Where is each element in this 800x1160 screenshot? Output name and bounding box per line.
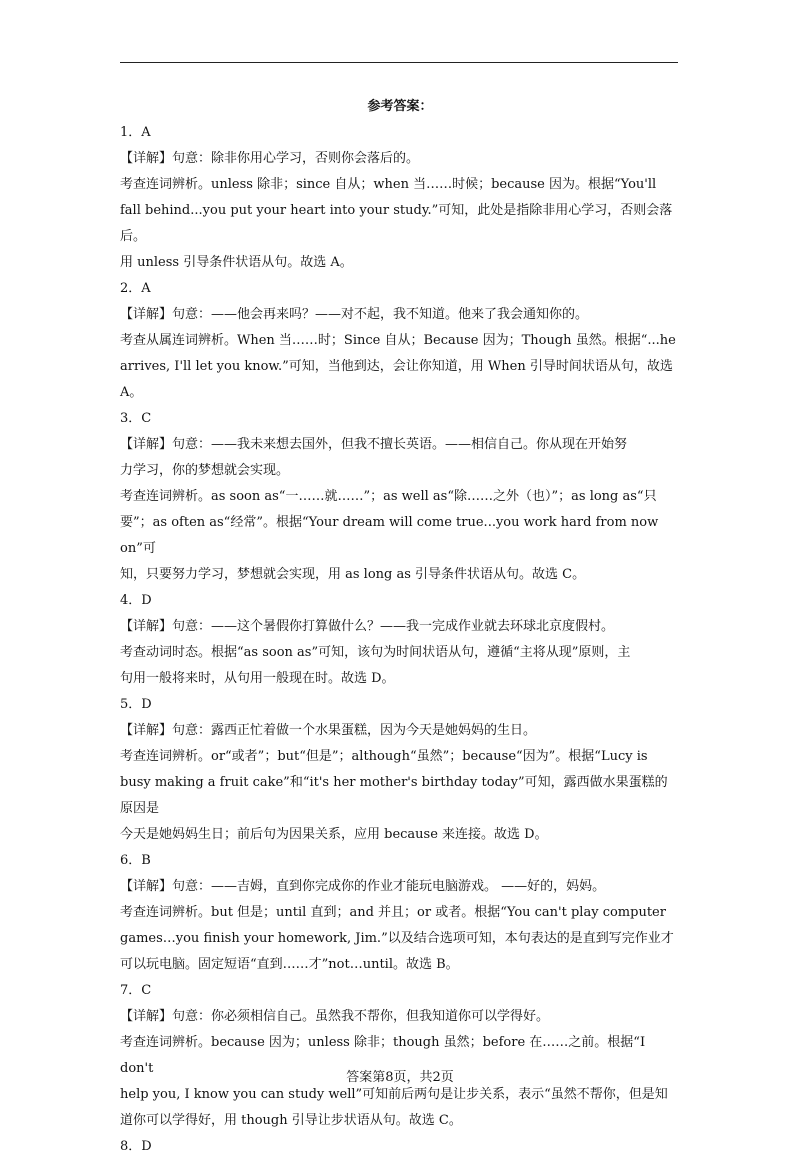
explanation-line: 今天是她妈妈生日；前后句为因果关系，应用 because 来连接。故选 D。 [120,827,548,842]
answer-number: 5．D [120,697,152,712]
answer-number: 2．A [120,281,151,296]
explanation-sentence-meaning: 【详解】句意：你必须相信自己。虽然我不帮你，但我知道你可以学得好。 [120,1009,550,1024]
explanation-line: 考查动词时态。根据“as soon as”可知，该句为时间状语从句，遵循“主将从现”原则，主 [120,645,631,660]
explanation-line: A。 [120,385,143,400]
explanation-line: games…you finish your homework, Jim.”以及结合选项可知，本句表达的是直到写完作业才 [120,931,674,946]
explanation-line: 考查连词辨析。because 因为；unless 除非；though 虽然；before 在……之前。根据“I don't [120,1035,646,1076]
page-title: 参考答案： [367,99,433,114]
explanation-line: 用 unless 引导条件状语从句。故选 A。 [120,255,353,270]
answer-number: 3．C [120,411,152,426]
explanation-line: 知，只要努力学习，梦想就会实现，用 as long as 引导条件状语从句。故选 C。 [120,567,586,582]
explanation-line: busy making a fruit cake”和“it's her mother's birthday today”可知，露西做水果蛋糕的原因是 [120,775,668,816]
explanation-line: arrives, I'll let you know.”可知，当他到达，会让你知道，用 When 引导时间状语从句，故选 [120,359,673,374]
answer-number: 1．A [120,125,151,140]
explanation-sentence-meaning: 【详解】句意：——我未来想去国外，但我不擅长英语。——相信自己。你从现在开始努 [120,437,628,452]
answer-number: 8．D [120,1139,152,1154]
explanation-line: 考查连词辨析。or“或者”；but“但是”；although“虽然”；because“因为”。根据“Lucy is [120,749,648,764]
answer-number: 4．D [120,593,152,608]
explanation-line: 要”；as often as“经常”。根据“Your dream will come true...you work hard from now on”可 [120,515,659,556]
explanation-sentence-meaning: 【详解】句意：——他会再来吗？——对不起，我不知道。他来了我会通知你的。 [120,307,589,322]
explanation-line: 力学习，你的梦想就会实现。 [120,463,290,478]
explanation-line: help you, I know you can study well”可知前后两句是让步关系，表示“虽然不帮你，但是知 [120,1087,668,1102]
explanation-sentence-meaning: 【详解】句意：——这个暑假你打算做什么？——我一完成作业就去环球北京度假村。 [120,619,615,634]
explanation-line: fall behind...you put your heart into your study.”可知，此处是指除非用心学习，否则会落后。 [120,203,673,244]
header-rule [120,62,678,63]
explanation-line: 可以玩电脑。固定短语“直到……才”not…until。故选 B。 [120,957,459,972]
answer-content [120,94,680,1160]
answer-number: 6．B [120,853,151,868]
explanation-line: 考查连词辨析。as soon as“一……就……”；as well as“除……之外（也）”；as long as“只 [120,489,657,504]
explanation-sentence-meaning: 【详解】句意：露西正忙着做一个水果蛋糕，因为今天是她妈妈的生日。 [120,723,537,738]
explanation-line: 考查从属连词辨析。When 当……时；Since 自从；Because 因为；Though 虽然。根据“...he [120,333,676,348]
explanation-sentence-meaning: 【详解】句意：——吉姆，直到你完成你的作业才能玩电脑游戏。 ——好的，妈妈。 [120,879,606,894]
explanation-line: 考查连词辨析。unless 除非；since 自从；when 当……时候；because 因为。根据“You'll [120,177,657,192]
answer-list [120,120,680,1160]
explanation-line: 考查连词辨析。but 但是；until 直到；and 并且；or 或者。根据“You can't play computer [120,905,666,920]
answer-number: 7．C [120,983,152,998]
explanation-line: 道你可以学得好，用 though 引导让步状语从句。故选 C。 [120,1113,462,1128]
explanation-sentence-meaning: 【详解】句意：除非你用心学习，否则你会落后的。 [120,151,420,166]
explanation-line: 句用一般将来时，从句用一般现在时。故选 D。 [120,671,395,686]
page-footer: 答案第8页，共2页 [346,1070,454,1085]
